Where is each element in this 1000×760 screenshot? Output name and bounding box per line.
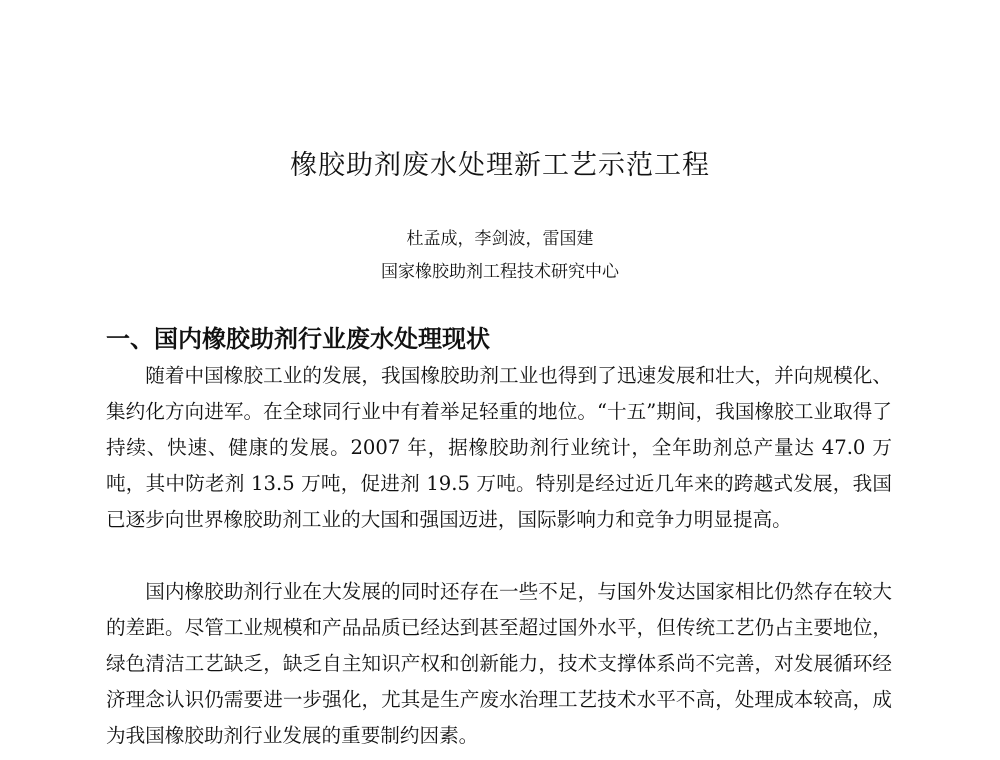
section-heading: 一、国内橡胶助剂行业废水处理现状 [106,325,490,353]
body-paragraph-1: 随着中国橡胶工业的发展，我国橡胶助剂工业也得到了迅速发展和壮大，并向规模化、集约化方向进军。在全球同行业中有着举足轻重的地位。“十五”期间，我国橡胶工业取得了持续、快速、健康的发展。2007 年，据橡胶助剂行业统计，全年助剂总产量达 47.0 万吨，其中防老剂 13.5 万吨，促进剂 19.5 万吨。特别是经过近几年来的跨越式发展，我国已逐步向世界橡胶助剂工业的大国和强国迈进，国际影响力和竞争力明显提高。 [106,364,892,531]
body-paragraph-2: 国内橡胶助剂行业在大发展的同时还存在一些不足，与国外发达国家相比仍然存在较大的差距。尽管工业规模和产品品质已经达到甚至超过国外水平，但传统工艺仍占主要地位，绿色清洁工艺缺乏，缺乏自主知识产权和创新能力，技术支撑体系尚不完善，对发展循环经济理念认识仍需要进一步强化，尤其是生产废水治理工艺技术水平不高，处理成本较高，成为我国橡胶助剂行业发展的重要制约因素。 [106,580,892,747]
document-title: 橡胶助剂废水处理新工艺示范工程 [290,150,710,181]
document-authors: 杜孟成，李剑波，雷国建 [406,229,594,249]
document-affiliation: 国家橡胶助剂工程技术研究中心 [381,262,619,282]
